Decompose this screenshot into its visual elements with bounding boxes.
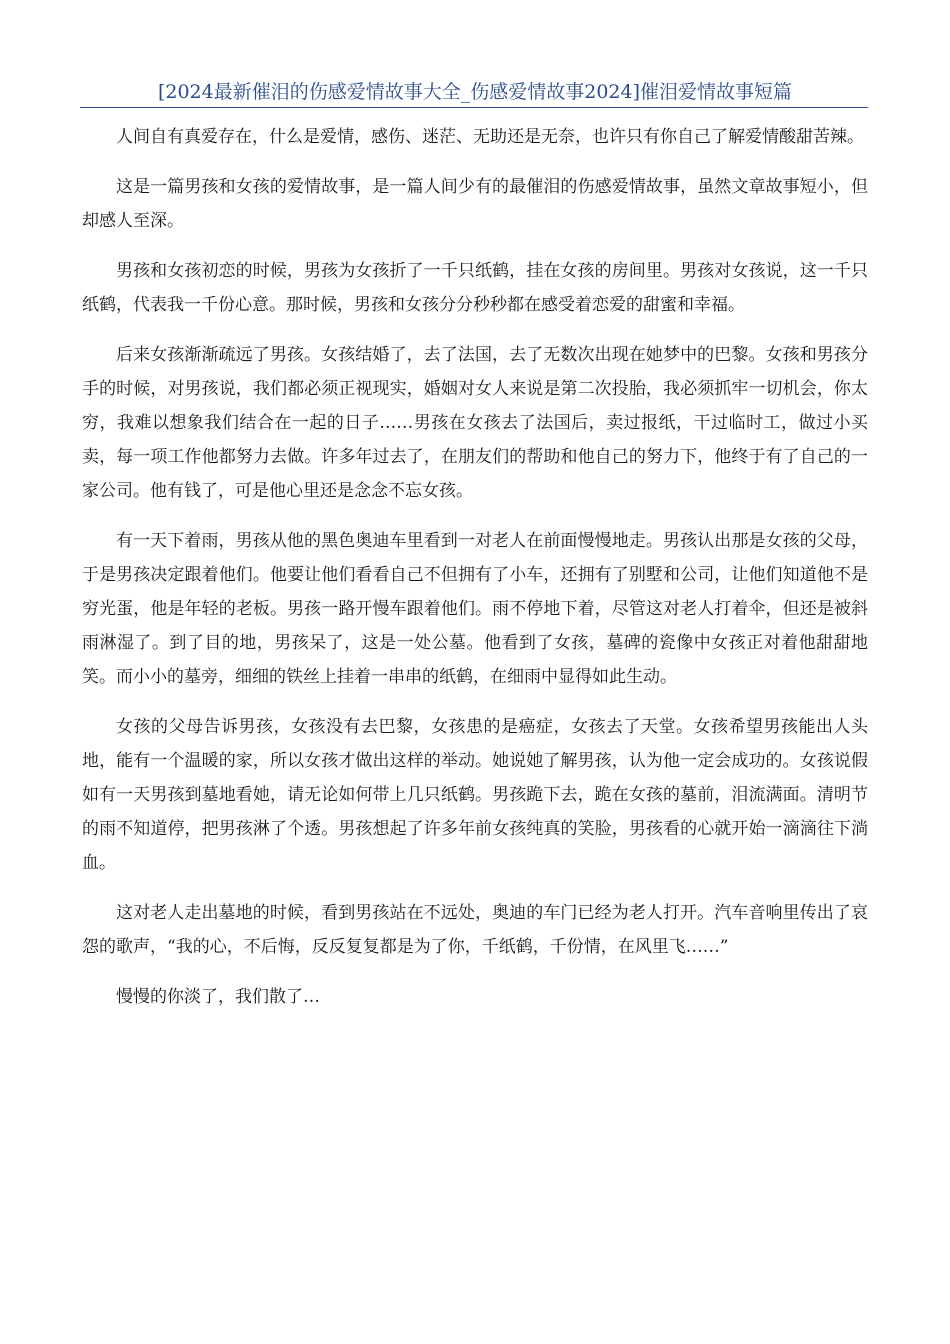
paragraph: 有一天下着雨，男孩从他的黑色奥迪车里看到一对老人在前面慢慢地走。男孩认出那是女孩的父母，于是男孩决定跟着他们。他要让他们看看自己不但拥有了小车，还拥有了别墅和公司，让他们知道他不是穷光蛋，他是年轻的老板。男孩一路开慢车跟着他们。雨不停地下着，尽管这对老人打着伞，但还是被斜雨淋湿了。到了目的地，男孩呆了，这是一处公墓。他看到了女孩，墓碑的瓷像中女孩正对着他甜甜地笑。而小小的墓旁，细细的铁丝上挂着一串串的纸鹤，在细雨中显得如此生动。 <box>82 531 868 687</box>
header-divider <box>80 107 868 108</box>
paragraph: 后来女孩渐渐疏远了男孩。女孩结婚了，去了法国，去了无数次出现在她梦中的巴黎。女孩和男孩分手的时候，对男孩说，我们都必须正视现实，婚姻对女人来说是第二次投胎，我必须抓牢一切机会，你太穷，我难以想象我们结合在一起的日子……男孩在女孩去了法国后，卖过报纸，干过临时工，做过小买卖，每一项工作他都努力去做。许多年过去了，在朋友们的帮助和他自己的努力下，他终于有了自己的一家公司。他有钱了，可是他心里还是念念不忘女孩。 <box>82 345 868 501</box>
paragraph: 女孩的父母告诉男孩，女孩没有去巴黎，女孩患的是癌症，女孩去了天堂。女孩希望男孩能出人头地，能有一个温暖的家，所以女孩才做出这样的举动。她说她了解男孩，认为他一定会成功的。女孩说假如有一天男孩到墓地看她，请无论如何带上几只纸鹤。男孩跪下去，跪在女孩的墓前，泪流满面。清明节的雨不知道停，把男孩淋了个透。男孩想起了许多年前女孩纯真的笑脸，男孩看的心就开始一滴滴往下淌血。 <box>82 717 868 873</box>
paragraph: 这对老人走出墓地的时候，看到男孩站在不远处，奥迪的车门已经为老人打开。汽车音响里传出了哀怨的歌声，“我的心，不后悔，反反复复都是为了你，千纸鹤，千份情，在风里飞……” <box>82 903 868 957</box>
paragraph: 男孩和女孩初恋的时候，男孩为女孩折了一千只纸鹤，挂在女孩的房间里。男孩对女孩说，这一千只纸鹤，代表我一千份心意。那时候，男孩和女孩分分秒秒都在感受着恋爱的甜蜜和幸福。 <box>82 261 868 315</box>
page-title: [2024最新催泪的伤感爱情故事大全_伤感爱情故事2024]催泪爱情故事短篇 <box>157 81 793 103</box>
paragraph: 慢慢的你淡了，我们散了… <box>116 987 320 1007</box>
article-body <box>82 120 868 1030</box>
paragraph: 这是一篇男孩和女孩的爱情故事，是一篇人间少有的最催泪的伤感爱情故事，虽然文章故事短小，但却感人至深。 <box>82 177 868 231</box>
paragraph: 人间自有真爱存在，什么是爱情，感伤、迷茫、无助还是无奈，也许只有你自己了解爱情酸甜苦辣。 <box>116 127 864 147</box>
